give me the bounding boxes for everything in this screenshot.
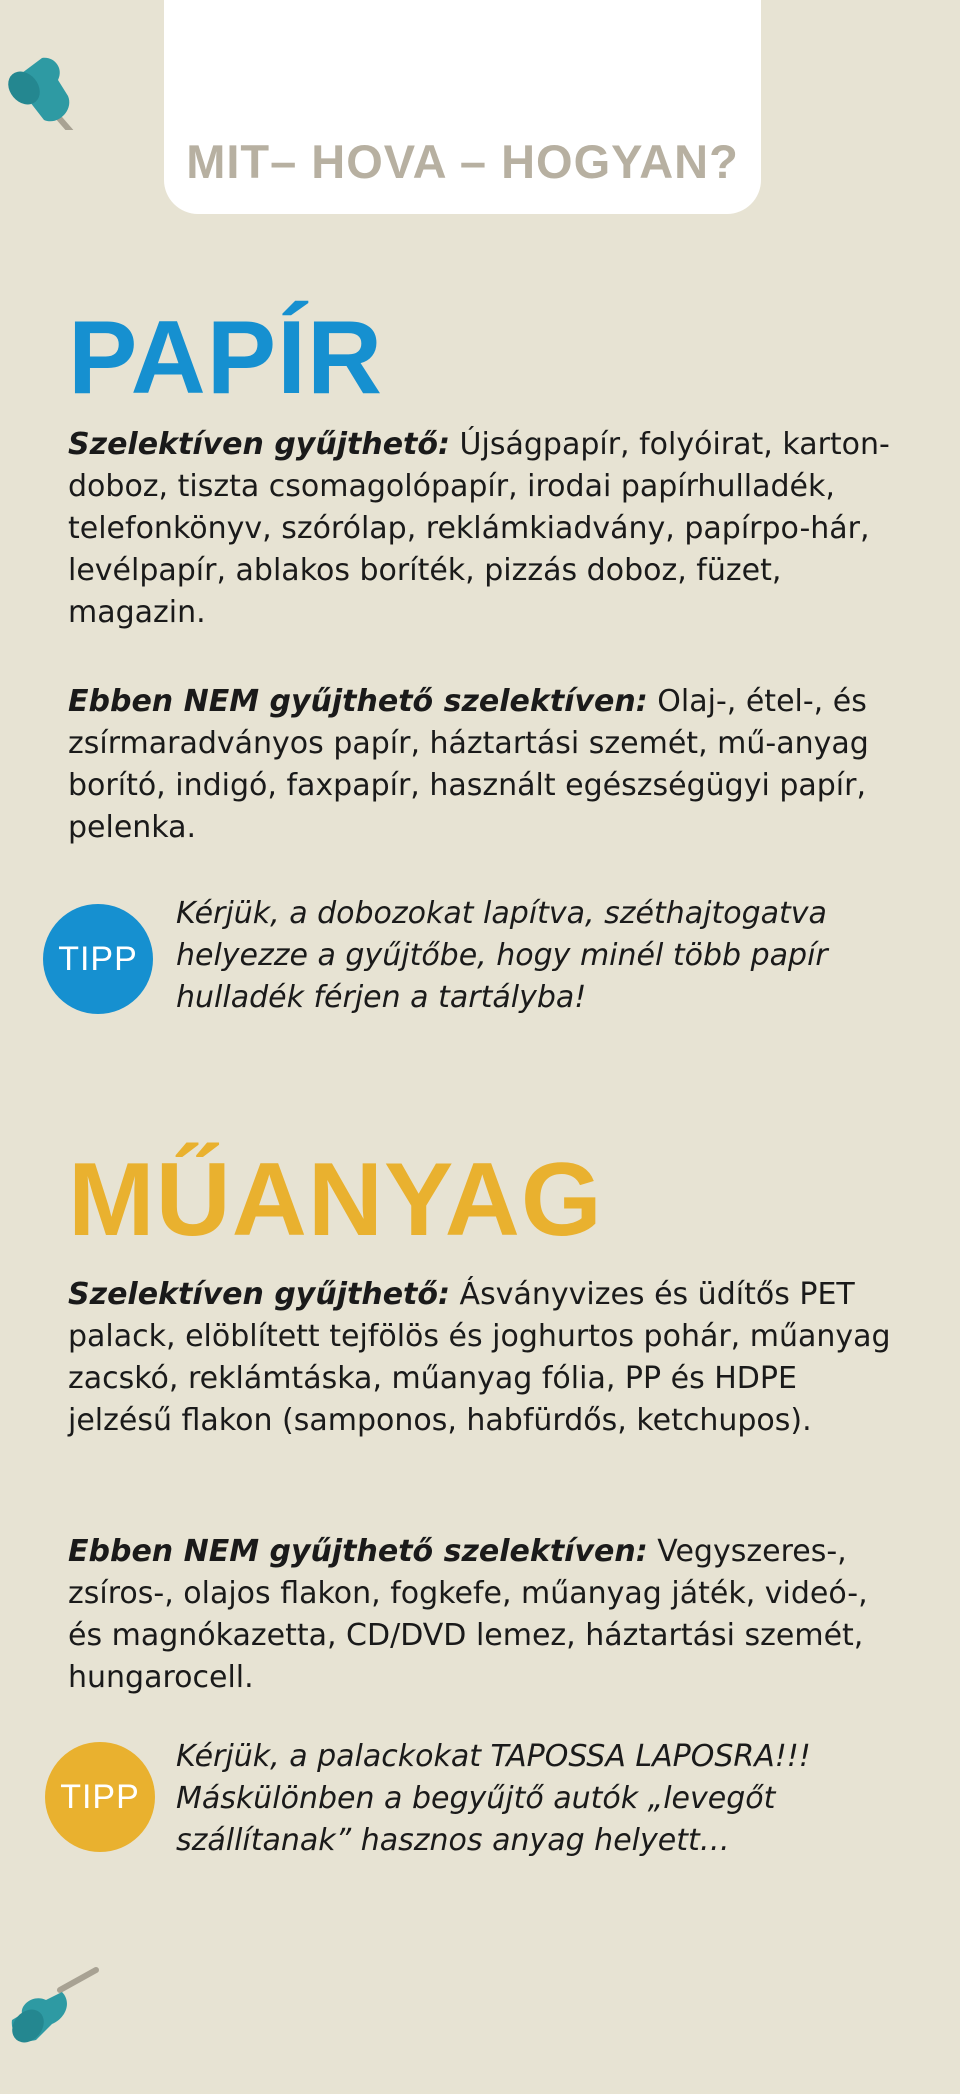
paper-collectable-label: Szelektíven gyűjthető: <box>68 427 450 462</box>
paper-tip-text: Kérjük, a dobozokat lapítva, széthajtogatva helyezze a gyűjtőbe, hogy minél több papír hulladék férjen a tartályba! <box>176 896 828 1015</box>
plastic-tip-text: Kérjük, a palackokat TAPOSSA LAPOSRA!!! Máskülönben a begyűjtő autók „levegőt szállítanak” hasznos anyag helyett… <box>176 1739 811 1858</box>
plastic-not-collectable-text: Vegyszeres-, zsíros-, olajos flakon, fogkefe, műanyag játék, videó-, és magnókazetta, CD/DVD lemez, háztartási szemét, hungarocell. <box>68 1534 868 1695</box>
plastic-collectable-text: Ásványvizes és üdítős PET palack, elöblített tejfölös és joghurtos pohár, műanyag zacskó, reklámtáska, műanyag fólia, PP és HDPE jelzésű flakon (samponos, habfürdős, ketchupos). <box>68 1277 891 1438</box>
plastic-not-collectable-paragraph <box>68 1531 908 1699</box>
paper-not-collectable-text: Olaj-, étel-, és zsírmaradványos papír, háztartási szemét, mű-anyag borító, indigó, faxpapír, használt egészségügyi papír, pelenka. <box>68 684 869 845</box>
section-title-paper: PAPÍR <box>68 300 384 416</box>
paper-tip-badge: TIPP <box>43 904 153 1014</box>
pushpin-icon <box>0 40 110 130</box>
page-title: MIT– HOVA – HOGYAN? <box>186 135 739 188</box>
plastic-collectable-paragraph <box>68 1274 908 1442</box>
paper-not-collectable-label: Ebben NEM gyűjthető szelektíven: <box>68 684 648 719</box>
pushpin-icon <box>0 1960 110 2060</box>
plastic-tip-badge: TIPP <box>45 1742 155 1852</box>
plastic-collectable-label: Szelektíven gyűjthető: <box>68 1277 450 1312</box>
paper-not-collectable-paragraph <box>68 681 908 849</box>
paper-collectable-text: Újságpapír, folyóirat, karton-doboz, tiszta csomagolópapír, irodai papírhulladék, telefonkönyv, szórólap, reklámkiadvány, papírpo-hár, levélpapír, ablakos boríték, pizzás doboz, füzet, magazin. <box>68 427 890 630</box>
section-title-plastic: MŰANYAG <box>68 1142 603 1258</box>
plastic-not-collectable-label: Ebben NEM gyűjthető szelektíven: <box>68 1534 648 1569</box>
paper-collectable-paragraph <box>68 424 908 634</box>
header-card <box>164 0 761 214</box>
